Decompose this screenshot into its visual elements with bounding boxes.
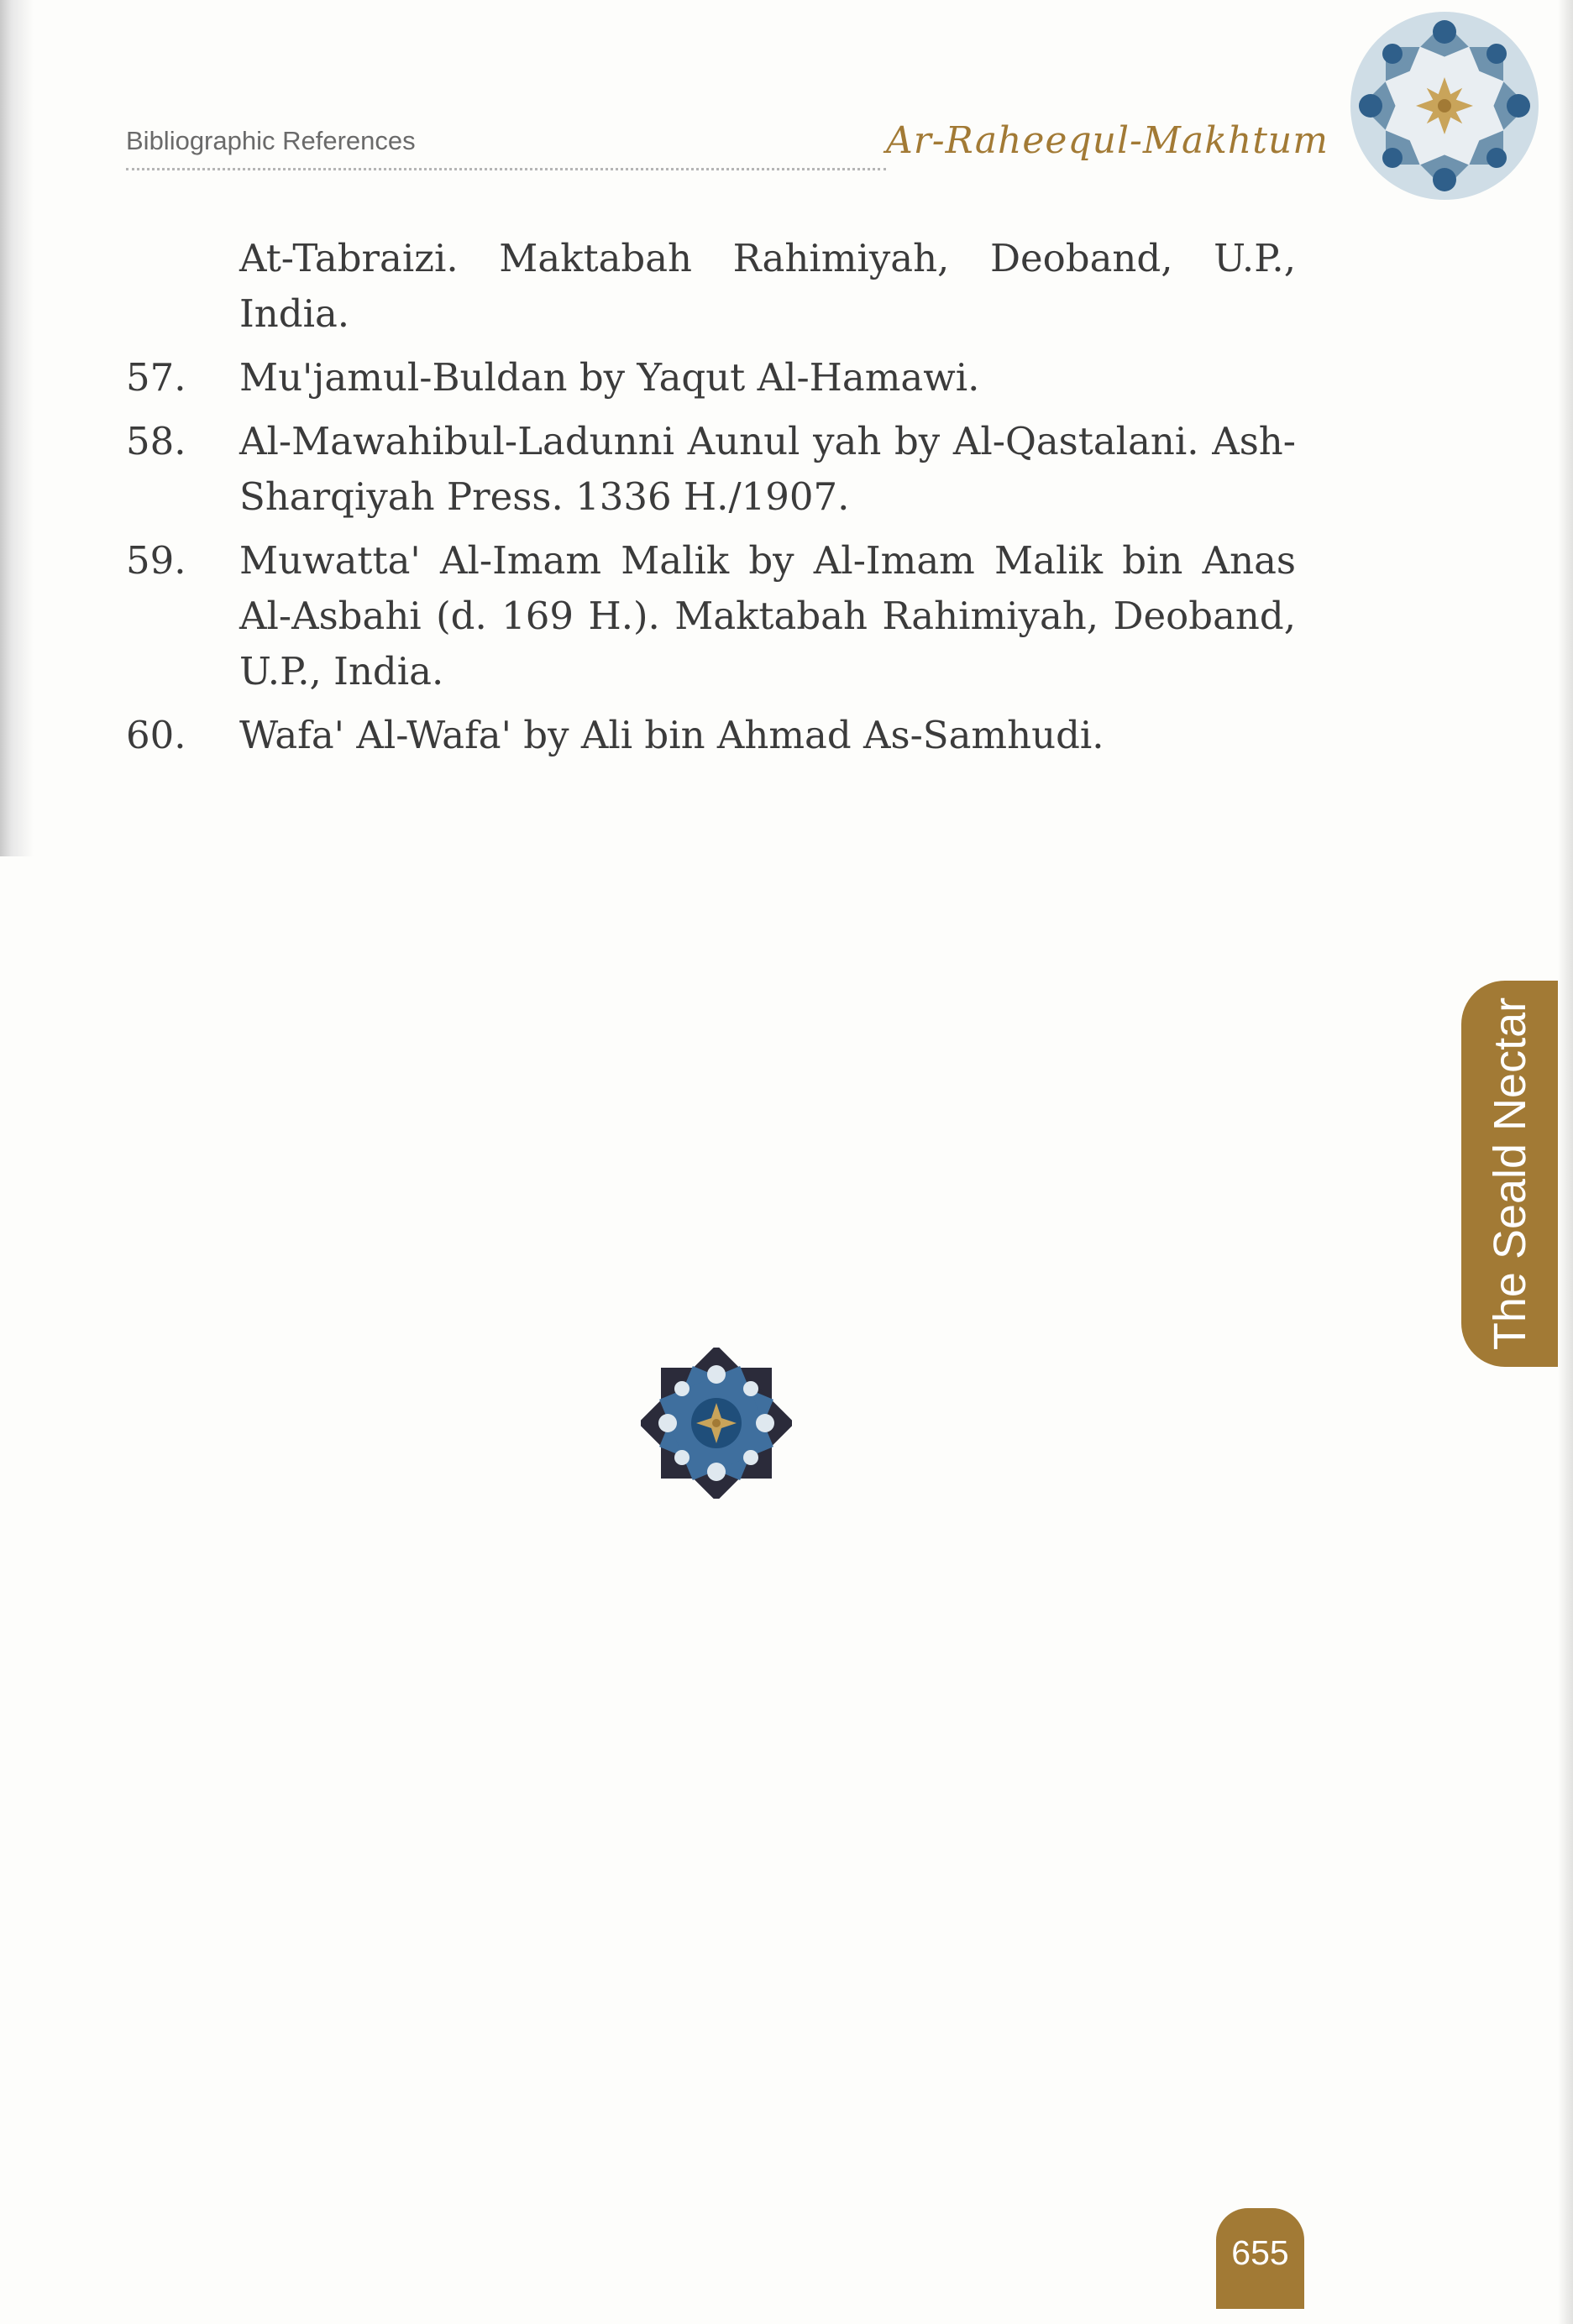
reference-number xyxy=(126,231,239,342)
center-rosette-icon xyxy=(641,1348,792,1499)
reference-entry xyxy=(126,533,1302,699)
reference-entry xyxy=(126,350,1302,406)
reference-entry xyxy=(126,708,1302,763)
section-side-tab xyxy=(1461,981,1558,1367)
page-number-tab xyxy=(1216,2208,1304,2309)
reference-text: Wafa' Al-Wafa' by Ali bin Ahmad As-Samhudi. xyxy=(239,713,1104,757)
reference-list xyxy=(126,231,1302,772)
page-edge-shadow xyxy=(1558,0,1573,2324)
reference-text: Mu'jamul-Buldan by Yaqut Al-Hamawi. xyxy=(239,355,980,400)
reference-text: At-Tabraizi. Maktabah Rahimiyah, Deoband, U.P., India. xyxy=(239,236,1296,336)
header-dotted-rule xyxy=(126,168,886,170)
reference-number: 60. xyxy=(126,713,186,757)
side-tab-label: The Seald Nectar xyxy=(1484,997,1535,1351)
page-number: 655 xyxy=(1231,2233,1289,2272)
reference-text: Muwatta' Al-Imam Malik by Al-Imam Malik bin Anas Al-Asbahi (d. 169 H.). Maktabah Rahimiyah, Deoband, U.P., India. xyxy=(239,538,1296,694)
reference-number: 58. xyxy=(126,419,186,463)
reference-entry xyxy=(126,414,1302,525)
script-book-title: Ar-Raheequl-Makhtum xyxy=(886,119,1329,162)
reference-number: 57. xyxy=(126,355,186,400)
binding-gutter-shadow xyxy=(0,0,34,856)
corner-rosette-icon xyxy=(1335,7,1554,204)
reference-number: 59. xyxy=(126,538,186,583)
running-head: Bibliographic References xyxy=(126,126,416,155)
reference-text: Al-Mawahibul-Ladunni Aunul yah by Al-Qastalani. Ash-Sharqiyah Press. 1336 H./1907. xyxy=(239,419,1296,519)
reference-entry xyxy=(126,231,1302,342)
